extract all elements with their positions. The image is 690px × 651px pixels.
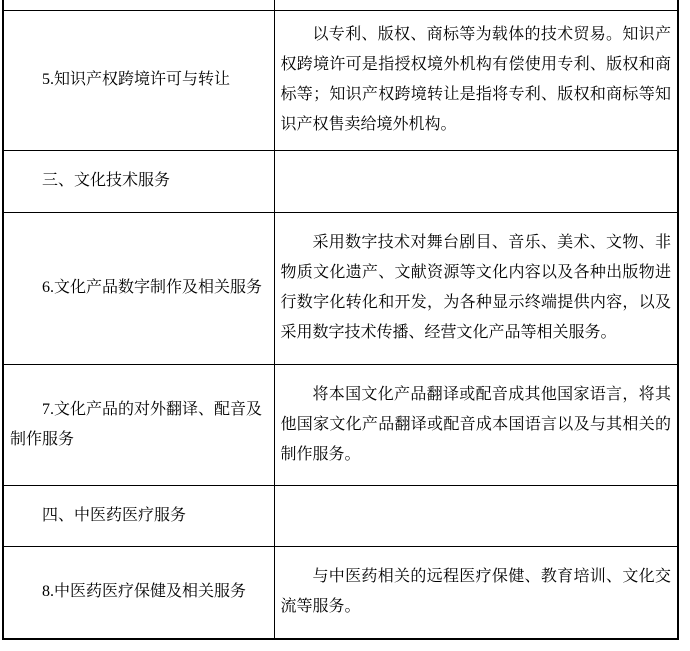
description-cell bbox=[274, 10, 678, 150]
table-row-section bbox=[3, 485, 678, 546]
description-cell bbox=[274, 212, 678, 364]
service-category-table bbox=[2, 0, 679, 640]
category-cell bbox=[3, 10, 274, 150]
section-header-cell bbox=[3, 485, 274, 546]
description-text: 与中医药相关的远程医疗保健、教育培训、文化交流等服务。 bbox=[280, 568, 671, 616]
table-row bbox=[3, 10, 678, 150]
table-row bbox=[3, 212, 678, 364]
category-cell-cutoff bbox=[3, 0, 274, 10]
category-text: 6.文化产品数字制作及相关服务 bbox=[42, 279, 263, 296]
table-row-cutoff bbox=[3, 0, 678, 10]
description-cell-cutoff bbox=[274, 0, 678, 10]
description-text: 采用数字技术对舞台剧目、音乐、美术、文物、非物质文化遗产、文献资源等文化内容以及各种出版物进行数字化转化和开发，为各种显示终端提供内容，以及采用数字技术传播、经营文化产品等相关服务。 bbox=[280, 234, 671, 341]
table-row-section bbox=[3, 150, 678, 212]
section-header-cell bbox=[3, 150, 274, 212]
table-row bbox=[3, 364, 678, 485]
section-header-text: 四、中医药医疗服务 bbox=[42, 506, 187, 524]
description-text: 将本国文化产品翻译或配音成其他国家语言，将其他国家文化产品翻译或配音成本国语言以及与其相关的制作服务。 bbox=[280, 385, 671, 463]
description-text: 以专利、版权、商标等为载体的技术贸易。知识产权跨境许可是指授权境外机构有偿使用专利、版权和商标等；知识产权跨境转让是指将专利、版权和商标等知识产权售卖给境外机构。 bbox=[280, 26, 671, 133]
description-cell-empty bbox=[274, 485, 678, 546]
category-text: 7.文化产品的对外翻译、配音及制作服务 bbox=[10, 400, 263, 448]
table-row bbox=[3, 546, 678, 639]
category-cell bbox=[3, 546, 274, 639]
description-cell bbox=[274, 546, 678, 639]
category-cell bbox=[3, 364, 274, 485]
category-text: 5.知识产权跨境许可与转让 bbox=[42, 71, 231, 88]
category-text: 8.中医药医疗保健及相关服务 bbox=[42, 583, 247, 601]
description-cell bbox=[274, 364, 678, 485]
category-cell bbox=[3, 212, 274, 364]
section-header-text: 三、文化技术服务 bbox=[42, 172, 171, 189]
description-cell-empty bbox=[274, 150, 678, 212]
